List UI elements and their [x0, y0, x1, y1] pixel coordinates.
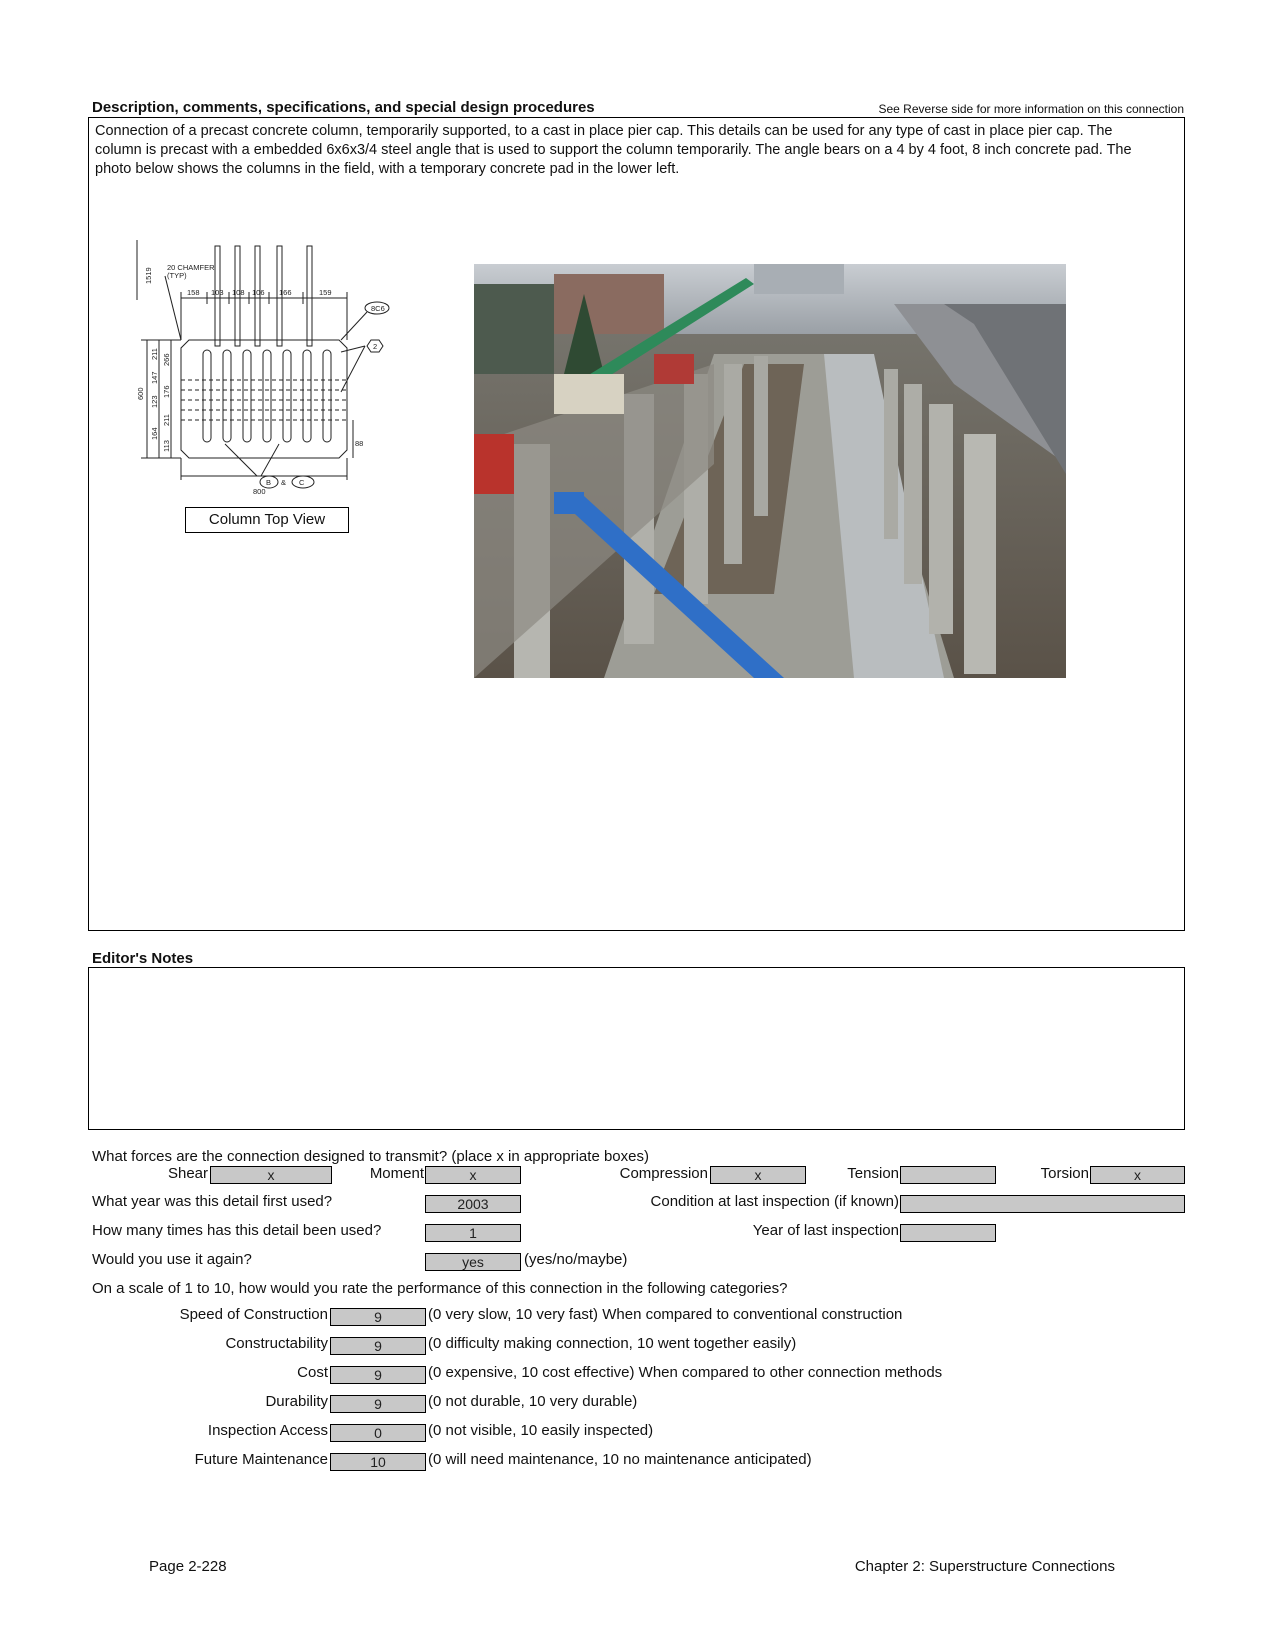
- tag-c: C: [299, 478, 305, 487]
- dim-chamfer: 20 CHAMFER: [167, 263, 215, 272]
- year-last-inspection-field[interactable]: [900, 1224, 996, 1242]
- description-title: Description, comments, specifications, and special design procedures: [92, 99, 595, 116]
- rating-note-durability: (0 not durable, 10 very durable): [428, 1393, 638, 1410]
- dim-left-8: 113: [162, 440, 171, 452]
- tension-field[interactable]: [900, 1166, 996, 1184]
- year-first-used-field[interactable]: 2003: [425, 1195, 521, 1213]
- moment-label: Moment: [369, 1165, 424, 1182]
- tag-b: B: [266, 478, 272, 487]
- dim-top-4: 106: [252, 288, 265, 297]
- rating-field-cost[interactable]: 9: [330, 1366, 426, 1384]
- dashed-lines: [181, 380, 347, 420]
- dim-left-2: 147: [150, 371, 159, 384]
- editors-notes-box[interactable]: [88, 967, 1185, 1130]
- shear-label: Shear: [167, 1165, 208, 1182]
- times-used-field[interactable]: 1: [425, 1224, 521, 1242]
- use-again-hint: (yes/no/maybe): [524, 1251, 628, 1268]
- rating-label-durability: Durability: [265, 1393, 328, 1410]
- tag-2: 2: [373, 342, 378, 351]
- chapter-title: Chapter 2: Superstructure Connections: [854, 1558, 1115, 1575]
- dim-top-2: 103: [211, 288, 224, 297]
- dim-600: 600: [136, 387, 145, 400]
- year-last-inspection-question: Year of last inspection: [752, 1222, 899, 1239]
- rating-note-constructability: (0 difficulty making connection, 10 went together easily): [428, 1335, 797, 1352]
- description-box: [88, 117, 1185, 931]
- rating-field-constructability[interactable]: 9: [330, 1337, 426, 1355]
- compression-label: Compression: [619, 1165, 708, 1182]
- rating-note-maintenance: (0 will need maintenance, 10 no maintenance anticipated): [428, 1451, 812, 1468]
- rating-label-maintenance: Future Maintenance: [194, 1451, 328, 1468]
- dim-800: 800: [253, 487, 266, 496]
- rating-label-constructability: Constructability: [225, 1335, 328, 1352]
- use-again-field[interactable]: yes: [425, 1253, 521, 1271]
- drawing-caption: Column Top View: [185, 507, 349, 533]
- dim-left-1: 211: [150, 348, 159, 360]
- rating-label-speed: Speed of Construction: [179, 1306, 328, 1323]
- forces-question: What forces are the connection designed to transmit? (place x in appropriate boxes): [92, 1148, 649, 1165]
- dim-left-6: 176: [162, 385, 171, 398]
- rating-field-maintenance[interactable]: 10: [330, 1453, 426, 1471]
- editors-notes-title: Editor's Notes: [92, 950, 194, 967]
- year-first-used-question: What year was this detail first used?: [92, 1193, 333, 1210]
- page-number: Page 2-228: [149, 1558, 227, 1575]
- tag-amp: &: [281, 478, 287, 487]
- shear-field[interactable]: x: [210, 1166, 332, 1184]
- torsion-field[interactable]: x: [1090, 1166, 1185, 1184]
- construction-site-photo: [474, 264, 1066, 678]
- dim-typ: (TYP): [167, 271, 187, 280]
- rating-note-speed: (0 very slow, 10 very fast) When compared to conventional construction: [428, 1306, 903, 1323]
- ratings-question: On a scale of 1 to 10, how would you rate the performance of this connection in the following categories?: [92, 1280, 788, 1297]
- rating-field-durability[interactable]: 9: [330, 1395, 426, 1413]
- torsion-label: Torsion: [1040, 1165, 1089, 1182]
- rating-label-inspection: Inspection Access: [207, 1422, 328, 1439]
- dim-top-5: 166: [279, 288, 292, 297]
- condition-question: Condition at last inspection (if known): [650, 1193, 899, 1210]
- rating-note-cost: (0 expensive, 10 cost effective) When compared to other connection methods: [428, 1364, 943, 1381]
- rating-label-cost: Cost: [297, 1364, 328, 1381]
- dim-88: 88: [355, 439, 364, 448]
- dim-1519: 1519: [144, 267, 153, 284]
- description-text: Connection of a precast concrete column, temporarily supported, to a cast in place pier cap. This details can be used for any type of cast in place pier cap. The column is precast with a embedded 6x6x3/4 steel angle that is used to support the column temporarily. The angle bears on a 4 by 4 foot, 8 inch concrete pad. The photo below shows the columns in the field, with a temporary concrete pad in the lower left.: [95, 123, 1132, 177]
- dim-top-6: 159: [319, 288, 332, 297]
- rating-field-inspection[interactable]: 0: [330, 1424, 426, 1442]
- rating-note-inspection: (0 not visible, 10 easily inspected): [428, 1422, 654, 1439]
- column-top-view-drawing: [129, 240, 449, 500]
- condition-field[interactable]: [900, 1195, 1185, 1213]
- compression-field[interactable]: x: [710, 1166, 806, 1184]
- stirrups: [203, 350, 331, 442]
- rating-field-speed[interactable]: 9: [330, 1308, 426, 1326]
- dim-top-3: 108: [232, 288, 245, 297]
- moment-field[interactable]: x: [425, 1166, 521, 1184]
- dim-left-3: 123: [150, 395, 159, 408]
- tension-label: Tension: [847, 1165, 899, 1182]
- see-reverse-note: See Reverse side for more information on this connection: [878, 102, 1184, 116]
- times-used-question: How many times has this detail been used?: [92, 1222, 382, 1239]
- tag-8c6: 8C6: [371, 304, 385, 313]
- dim-left-7: 211: [162, 414, 171, 426]
- dim-left-5: 266: [162, 353, 171, 366]
- use-again-question: Would you use it again?: [92, 1251, 252, 1268]
- dim-top-1: 158: [187, 288, 200, 297]
- dim-left-4: 164: [150, 427, 159, 440]
